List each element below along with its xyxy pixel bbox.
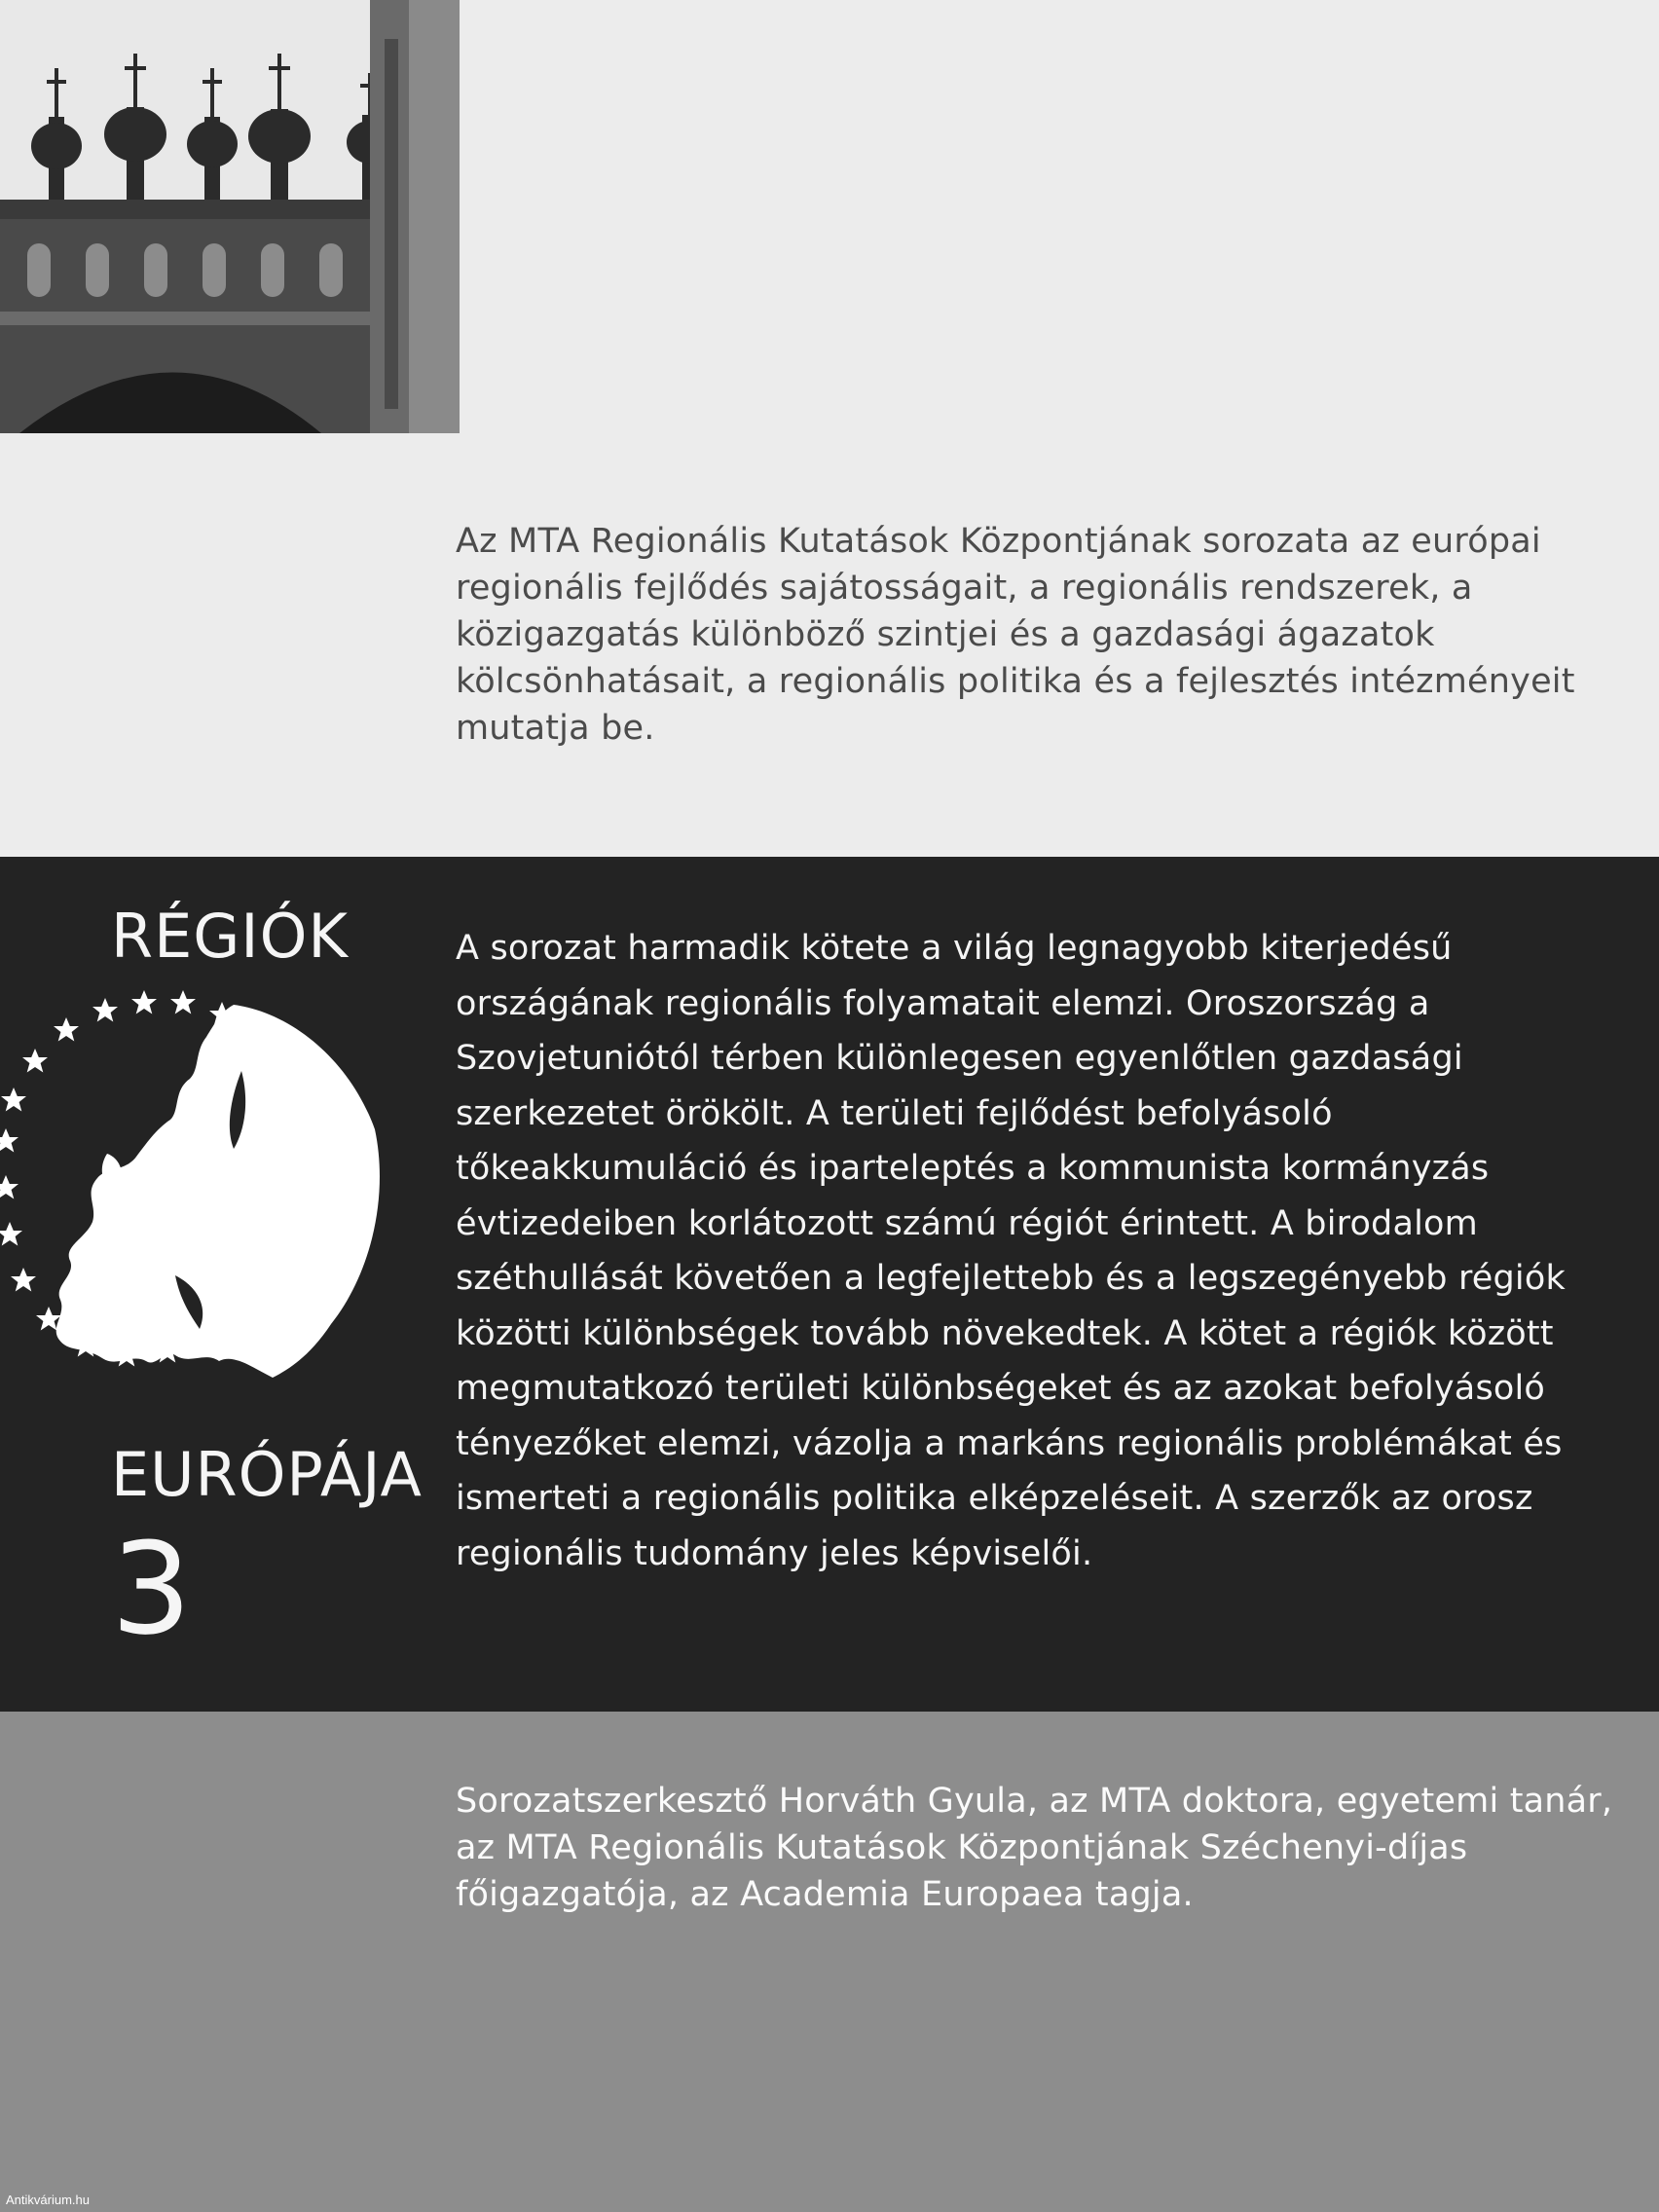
intro-paragraph: Az MTA Regionális Kutatások Központjának sorozata az európai regionális fejlődés sajátosságait, a regionális rendszerek, a közigazgatás különböző szintjei és a gazdasági ágazatok kölcsönhatásait, a regionális politika és a fejlesztés intézményeit mutatja be. bbox=[456, 522, 1575, 748]
book-description: A sorozat harmadik kötete a világ legnagyobb kiterjedésű országának regionális folyamatait elemzi. Oroszország a Szovjetuniótól térben különlegesen egyenlőtlen gazdasági szerkezetet örökölt. A területi fejlődést befolyásoló tőkeakkumuláció és iparteleptés a kommunista kormányzás évtizedeiben korlátozott számú régiót érintett. A birodalom széthullását követően a legfejlettebb és a legszegényebb régiók közötti különbségek tovább növekedtek. A kötet a régiók között megmutatkozó területi különbségeket és az azokat befolyásoló tényezőket elemzi, vázolja a markáns regionális problémákat és ismerteti a regionális politika elképzeléseit. A szerzők az orosz regionális tudomány jeles képviselői. bbox=[456, 929, 1566, 1573]
series-volume-number: 3 bbox=[111, 1515, 192, 1663]
cathedral-photo bbox=[0, 0, 460, 433]
series-title-regiok: RÉGIÓK bbox=[111, 901, 350, 972]
series-title-europaja: EURÓPÁJA bbox=[111, 1439, 423, 1510]
series-editor-note: Sorozatszerkesztő Horváth Gyula, az MTA doktora, egyetemi tanár, az MTA Regionális Kutatások Központjának Széchenyi-díjas főigazgatója, az Academia Europaea tagja. bbox=[456, 1782, 1613, 1914]
watermark: Antikvárium.hu bbox=[6, 2193, 90, 2207]
europe-stars-logo bbox=[0, 983, 389, 1412]
